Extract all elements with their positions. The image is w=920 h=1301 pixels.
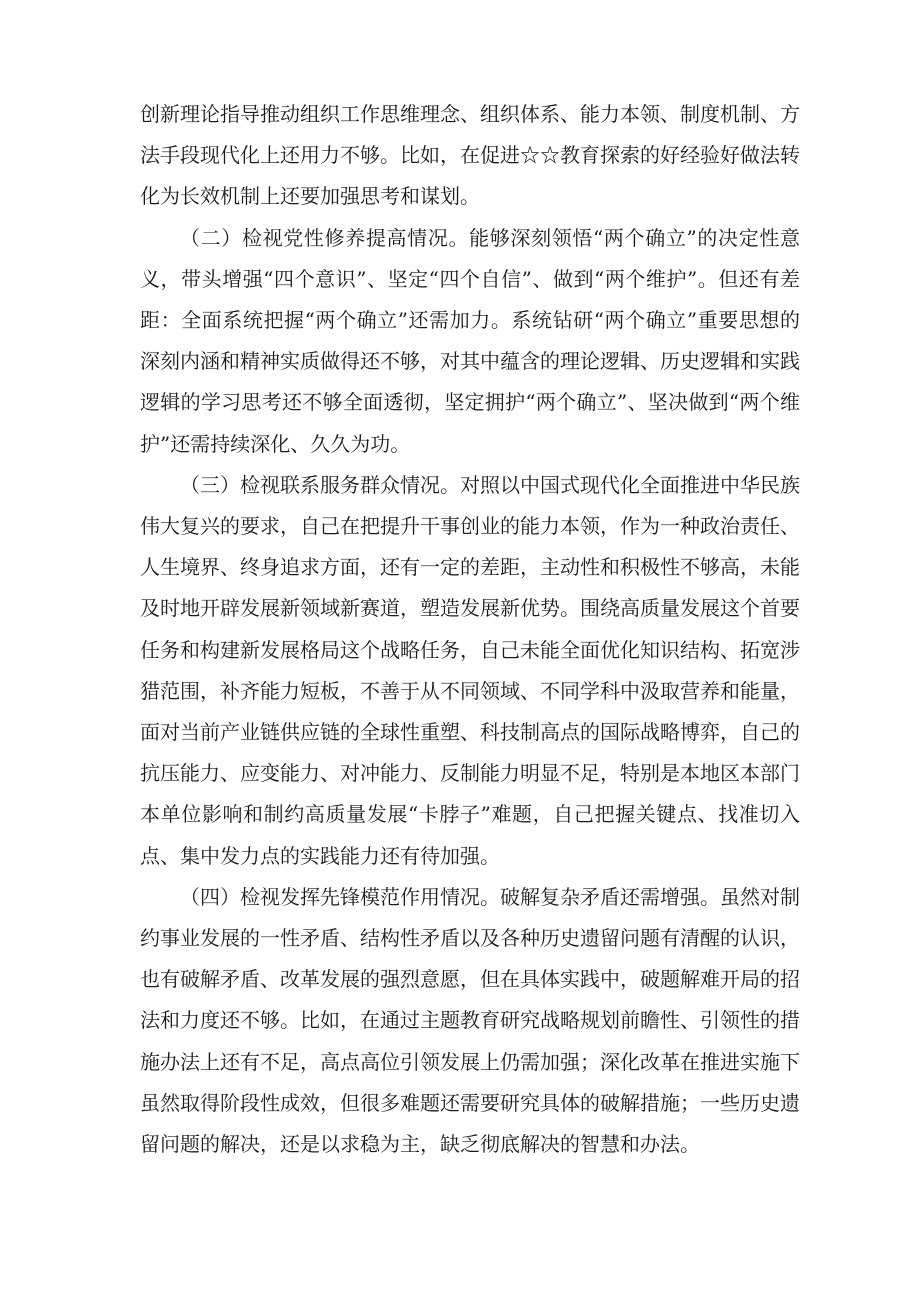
document-body xyxy=(140,94,800,1165)
paragraph-section-4: （四）检视发挥先锋模范作用情况。破解复杂矛盾还需增强。虽然对制约事业发展的一性矛盾、结构性矛盾以及各种历史遗留问题有清醒的认识，也有破解矛盾、改革发展的强烈意愿，但在具体实践中，破题解难开局的招法和力度还不够。比如，在通过主题教育研究战略规划前瞻性、引领性的措施办法上还有不足，高点高位引领发展上仍需加强；深化改革在推进实施下虽然取得阶段性成效，但很多难题还需要研究具体的破解措施；一些历史遗留问题的解决，还是以求稳为主，缺乏彻底解决的智慧和办法。 xyxy=(140,884,800,1157)
paragraph-continuation: 创新理论指导推动组织工作思维理念、组织体系、能力本领、制度机制、方法手段现代化上还用力不够。比如，在促进☆☆教育探索的好经验好做法转化为长效机制上还要加强思考和谋划。 xyxy=(140,102,800,209)
paragraph-section-3: （三）检视联系服务群众情况。对照以中国式现代化全面推进中华民族伟大复兴的要求，自己在把提升干事创业的能力本领，作为一种政治责任、人生境界、终身追求方面，还有一定的差距，主动性和积极性不够高，未能及时地开辟发展新领域新赛道，塑造发展新优势。围绕高质量发展这个首要任务和构建新发展格局这个战略任务，自己未能全面优化知识结构、拓宽涉猎范围，补齐能力短板，不善于从不同领域、不同学科中汲取营养和能量，面对当前产业链供应链的全球性重塑、科技制高点的国际战略博弈，自己的抗压能力、应变能力、对冲能力、反制能力明显不足，特别是本地区本部门本单位影响和制约高质量发展“卡脖子”难题，自己把握关键点、找准切入点、集中发力点的实践能力还有待加强。 xyxy=(140,472,800,868)
paragraph-section-2: （二）检视党性修养提高情况。能够深刻领悟“两个确立”的决定性意义，带头增强“四个意识”、坚定“四个自信”、做到“两个维护”。但还有差距：全面系统把握“两个确立”还需加力。系统钻研“两个确立”重要思想的深刻内涵和精神实质做得还不够，对其中蕴含的理论逻辑、历史逻辑和实践逻辑的学习思考还不够全面透彻，坚定拥护“两个确立”、坚决做到“两个维护”还需持续深化、久久为功。 xyxy=(140,225,800,456)
